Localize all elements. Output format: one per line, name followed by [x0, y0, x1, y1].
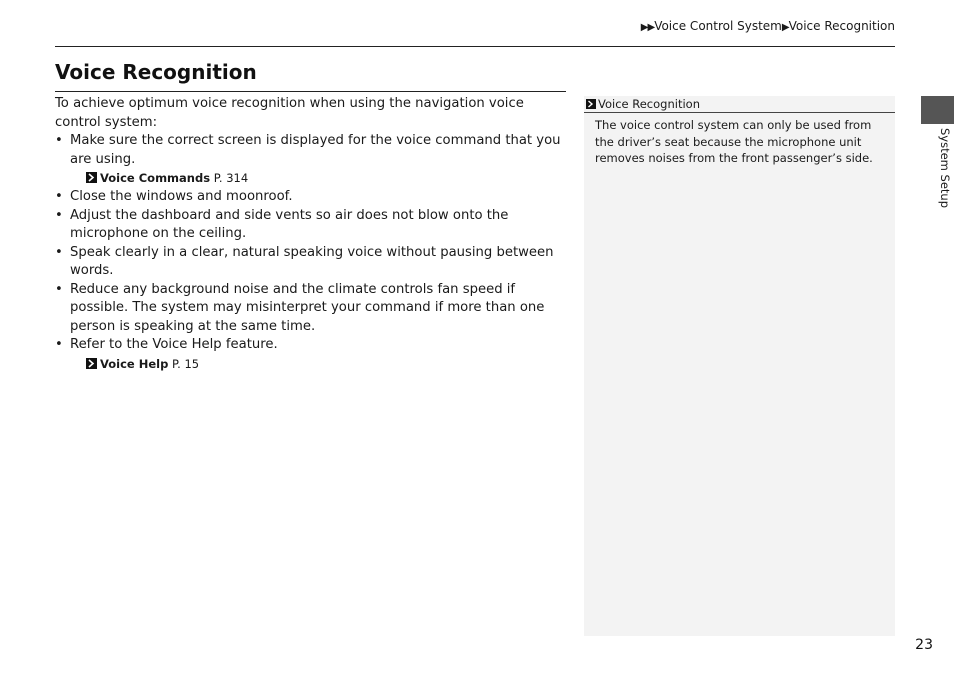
sidebar-body: The voice control system can only be used from the driver’s seat because the microphone unit removes noises from the front passenger’s side.: [595, 118, 873, 165]
bullet-icon: •: [55, 337, 63, 352]
breadcrumb: [641, 19, 895, 33]
xref-voice-commands[interactable]: [70, 170, 567, 186]
xref-page[interactable]: P. 314: [213, 171, 249, 185]
xref-arrow-icon: [86, 172, 97, 183]
bullet-list: [55, 132, 567, 372]
bullet-icon: •: [55, 207, 63, 223]
sidebar-heading-text: Voice Recognition: [598, 97, 700, 111]
xref-arrow-icon: [86, 358, 97, 369]
list-item: • Adjust the dashboard and side vents so air does not blow onto the microphone on the ceiling.: [55, 207, 509, 241]
xref-title[interactable]: Voice Commands: [100, 171, 211, 185]
bullet-icon: •: [55, 281, 63, 297]
arrow-icon: ▶: [781, 22, 789, 33]
xref-voice-help[interactable]: [70, 356, 567, 372]
header-rule: [55, 46, 895, 47]
list-item: • Reduce any background noise and the climate controls fan speed if possible. The system may misinterpret your command if more than one person is speaking at the same time.: [55, 281, 545, 334]
xref-page[interactable]: P. 15: [172, 356, 200, 371]
title-rule: [55, 91, 566, 92]
list-item: • Make sure the correct screen is displayed for the voice command that you are using. Voice Commands P. 314: [55, 132, 567, 186]
section-tab-label: System Setup: [938, 128, 952, 209]
page-title: Voice Recognition: [55, 60, 257, 84]
double-arrow-icon: ▶▶: [640, 22, 655, 33]
page-number: 23: [915, 637, 933, 653]
main-content: [55, 95, 567, 374]
bullet-icon: •: [55, 133, 63, 148]
intro-text: To achieve optimum voice recognition when using the navigation voice control system:: [55, 96, 524, 130]
section-tab[interactable]: [921, 96, 954, 124]
list-item: • Speak clearly in a clear, natural speaking voice without pausing between words.: [55, 244, 554, 278]
bullet-icon: •: [55, 244, 63, 260]
bullet-icon: •: [55, 189, 63, 204]
breadcrumb-item[interactable]: Voice Control System: [654, 19, 782, 33]
list-item: • Refer to the Voice Help feature. Voice Help P. 15: [55, 336, 567, 372]
list-item: • Close the windows and moonroof.: [55, 188, 567, 207]
sidebar-note: [584, 96, 895, 636]
sidebar-heading: [584, 96, 895, 113]
xref-title[interactable]: Voice Help: [100, 356, 169, 371]
breadcrumb-item[interactable]: Voice Recognition: [788, 19, 895, 33]
note-marker-icon: [586, 99, 596, 109]
